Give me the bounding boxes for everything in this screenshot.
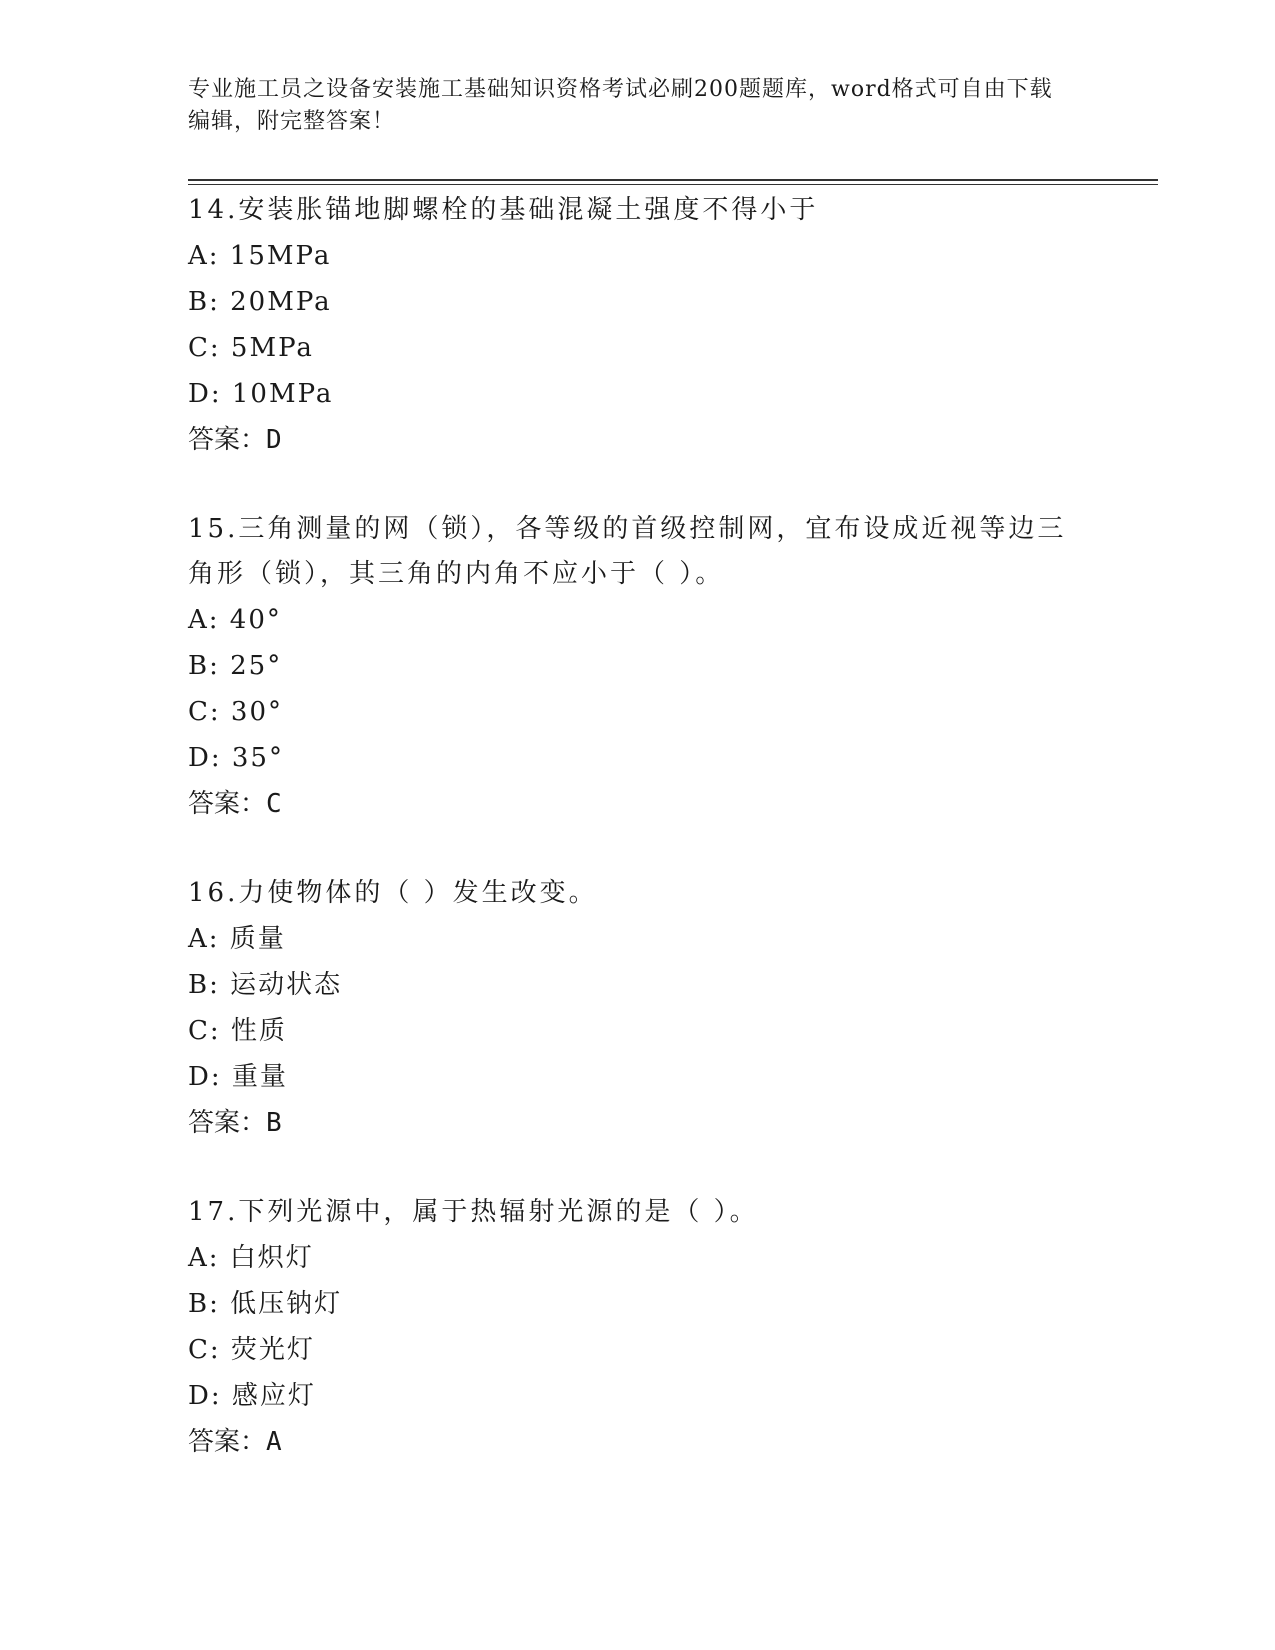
option-b: B: 20MPa [188,287,332,317]
question-title: 15.三角测量的网（锁），各等级的首级控制网，宜布设成近视等边三角形（锁），其三角的内角不应小于（ ）。 [188,514,1067,589]
option-a: A: 质量 [188,924,286,954]
option-a: A: 白炽灯 [188,1243,314,1273]
option-b: B: 25° [188,651,283,681]
answer: 答案：D [188,425,282,455]
option-b: B: 低压钠灯 [188,1289,343,1319]
option-a: A: 15MPa [188,241,332,271]
option-c: C: 30° [188,697,284,727]
option-d: D: 重量 [188,1062,288,1092]
document-header: 专业施工员之设备安装施工基础知识资格考试必刷200题题库，word格式可自由下载编辑，附完整答案！ [188,77,1053,134]
question-title: 17.下列光源中，属于热辐射光源的是（ ）。 [188,1197,759,1227]
option-d: D: 感应灯 [188,1381,316,1411]
option-c: C: 荧光灯 [188,1335,315,1365]
question-17 [188,1190,1158,1465]
option-b: B: 运动状态 [188,970,343,1000]
question-16 [188,871,1158,1146]
answer: 答案：A [188,1427,282,1457]
option-c: C: 性质 [188,1016,287,1046]
question-list [188,188,1158,1509]
option-a: A: 40° [188,605,282,635]
answer: 答案：C [188,789,282,819]
answer: 答案：B [188,1108,282,1138]
question-15 [188,507,1158,827]
document-page [188,0,1158,1650]
option-d: D: 10MPa [188,379,334,409]
option-d: D: 35° [188,743,284,773]
option-c: C: 5MPa [188,333,314,363]
question-title: 16.力使物体的（ ）发生改变。 [188,878,598,908]
header-divider [188,179,1158,185]
question-14 [188,188,1158,463]
question-title: 14.安装胀锚地脚螺栓的基础混凝土强度不得小于 [188,195,819,225]
